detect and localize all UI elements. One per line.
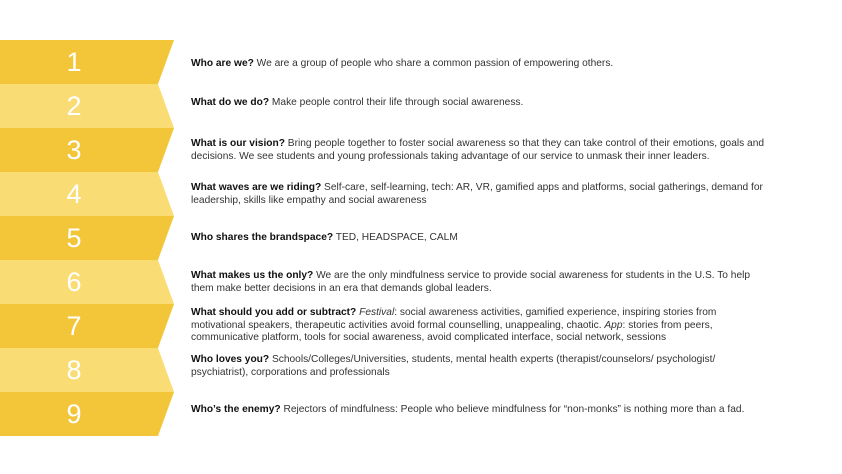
item-question: What is our vision?: [191, 138, 285, 149]
item-answer: We are the only mindfulness service to provide social awareness for students in the U.S. To help them make better decisions in an era that demands global leaders.: [191, 270, 751, 294]
band-6: [0, 260, 174, 304]
item-add-subtract: [191, 307, 766, 345]
band-5: [0, 216, 174, 260]
band-4: [0, 172, 174, 216]
band-number: 2: [66, 91, 82, 121]
item-answer: Make people control their life through social awareness.: [269, 97, 524, 108]
item-question: Who shares the brandspace?: [191, 232, 334, 243]
band-3: [0, 128, 174, 172]
band-number: 6: [66, 267, 82, 297]
item-answer-part: : social awareness activities, gamified experience, inspiring stories from motivational speakers, therapeutic activities avoid formal counselling, unappealing, chaotic.: [191, 307, 717, 331]
item-answer-app: App: [604, 319, 623, 331]
band-number: 9: [66, 399, 82, 429]
item-question: Who loves you?: [191, 354, 270, 365]
item-who-loves-you: [191, 354, 766, 379]
item-what-do-we-do: [191, 97, 766, 110]
band-9: [0, 392, 174, 436]
item-answer: We are a group of people who share a common passion of empowering others.: [253, 58, 614, 69]
item-question: What makes us the only?: [191, 270, 314, 281]
band-number: 4: [66, 179, 82, 209]
item-question: What waves are we riding?: [191, 182, 322, 193]
item-answer: Bring people together to foster social awareness so that they can take control of their emotions, goals and decisions. We see students and young professionals taking advantage of our service to unmask their inner leaders.: [191, 138, 765, 162]
item-answer-festival: Festival: [359, 307, 395, 318]
item-vision: [191, 138, 766, 163]
item-question: Who’s the enemy?: [191, 404, 281, 415]
band-7: [0, 304, 174, 348]
item-question: What should you add or subtract?: [191, 307, 357, 318]
band-number: 5: [66, 223, 82, 253]
band-number: 3: [66, 135, 82, 165]
band-1: [0, 40, 174, 84]
item-question: What do we do?: [191, 97, 270, 108]
item-brandspace: [191, 232, 766, 245]
band-2: [0, 84, 174, 128]
item-question: Who are we?: [191, 58, 254, 69]
item-who-are-we: [191, 58, 766, 71]
band-8: [0, 348, 174, 392]
band-number: 7: [66, 311, 82, 341]
item-answer: Self-care, self-learning, tech: AR, VR, gamified apps and platforms, social gatherings, demand for leadership, skills like empathy and social awareness: [191, 182, 763, 206]
item-answer-part: : stories from peers, communicative platform, tools for social awareness, avoid complicated interface, social network, sessions: [191, 319, 713, 343]
item-answer: TED, HEADSPACE, CALM: [333, 232, 458, 243]
item-answer: Rejectors of mindfulness: People who believe mindfulness for “non-monks” is nothing more than a fad.: [280, 404, 745, 415]
item-waves: [191, 182, 766, 207]
item-answer: Schools/Colleges/Universities, students, mental health experts (therapist/counselors/ psychologist/ psychiatrist), corporations and professionals: [191, 354, 716, 378]
item-enemy: [191, 404, 766, 417]
item-only: [191, 270, 766, 295]
band-number: 8: [66, 355, 82, 385]
band-number: 1: [66, 47, 82, 77]
